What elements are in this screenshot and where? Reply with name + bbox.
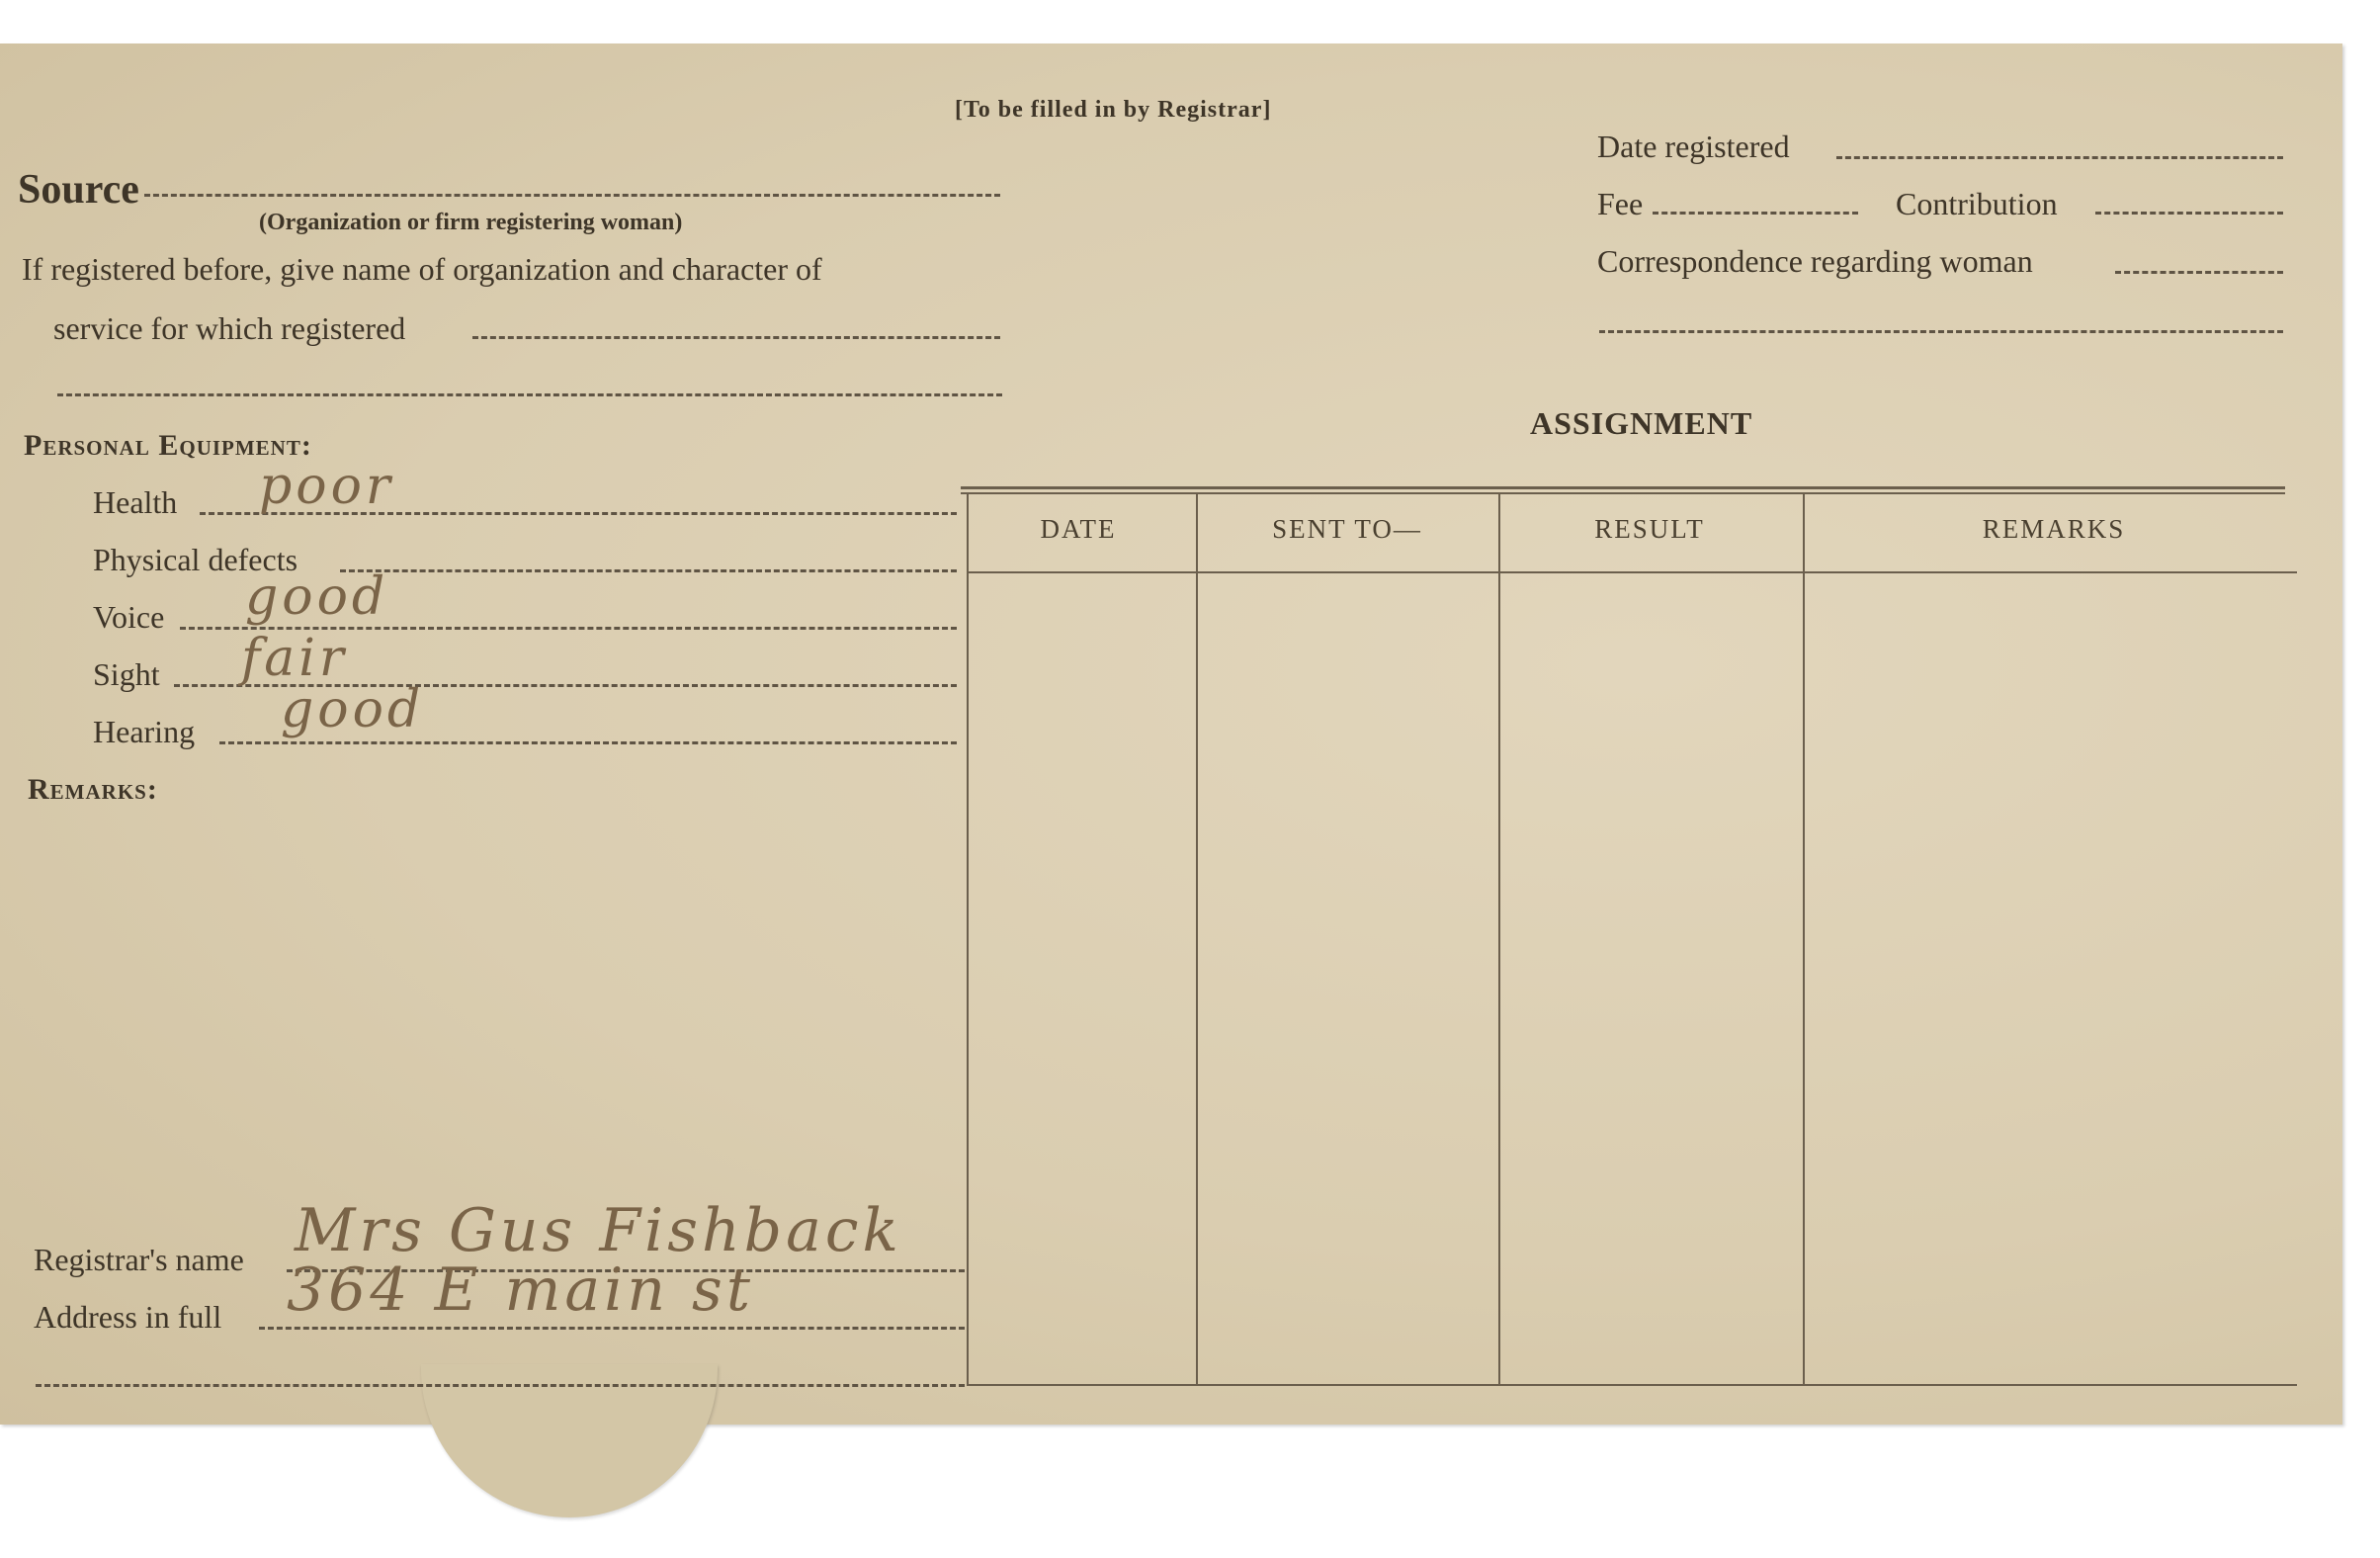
remarks-label: Remarks:	[28, 773, 158, 806]
prior-registration-line1: If registered before, give name of organization and character of	[22, 251, 822, 287]
column-header-remarks: REMARKS	[1982, 514, 2126, 544]
header-rule	[967, 571, 2297, 573]
hearing-line	[219, 741, 957, 744]
source-note: (Organization or firm registering woman)	[259, 210, 683, 235]
voice-value: good	[245, 567, 389, 627]
source-line	[144, 194, 1000, 197]
prior-registration-line	[472, 336, 1000, 339]
contribution-line	[2095, 212, 2283, 215]
registrar-name-value: Mrs Gus Fishback	[295, 1196, 902, 1265]
column-divider-4	[1803, 494, 1805, 1384]
sight-value: fair	[241, 629, 348, 688]
physical-defects-label: Physical defects	[93, 542, 298, 577]
hearing-value: good	[281, 680, 425, 739]
date-registered-line	[1836, 156, 2283, 159]
personal-equipment-title: Personal Equipment:	[24, 429, 312, 462]
voice-label: Voice	[93, 599, 165, 635]
prior-registration-line2: service for which registered	[53, 310, 406, 346]
correspondence-line	[2115, 271, 2283, 274]
column-header-date: DATE	[1040, 514, 1117, 544]
column-divider-3	[1498, 494, 1500, 1384]
assignment-title: ASSIGNMENT	[1530, 405, 1753, 441]
physical-defects-line	[340, 569, 957, 572]
address-line	[259, 1327, 965, 1330]
health-value: poor	[259, 457, 394, 516]
hearing-label: Hearing	[93, 714, 196, 749]
correspondence-label: Correspondence regarding woman	[1597, 243, 2033, 279]
assignment-rule-top	[961, 486, 2285, 489]
column-header-result: RESULT	[1594, 514, 1705, 544]
fee-line	[1653, 212, 1858, 215]
sight-label: Sight	[93, 656, 160, 692]
contribution-label: Contribution	[1896, 186, 2058, 221]
registrar-note: [To be filled in by Registrar]	[955, 97, 1272, 123]
address-label: Address in full	[34, 1299, 222, 1335]
assignment-rule-bottom	[967, 1384, 2297, 1386]
card-tab	[421, 1364, 718, 1517]
column-divider-1	[967, 494, 969, 1384]
address-line-extra	[36, 1384, 965, 1387]
registrar-name-label: Registrar's name	[34, 1242, 244, 1277]
column-divider-2	[1196, 494, 1198, 1384]
column-header-sent-to: SENT TO—	[1272, 514, 1422, 544]
address-value: 364 E main st	[287, 1255, 754, 1325]
date-registered-label: Date registered	[1597, 129, 1790, 164]
assignment-rule-top2	[961, 492, 2285, 494]
correspondence-line-extra	[1599, 330, 2283, 333]
source-label: Source	[18, 167, 139, 213]
fee-label: Fee	[1597, 186, 1644, 221]
health-label: Health	[93, 484, 178, 520]
prior-registration-line-extra	[57, 393, 1002, 396]
